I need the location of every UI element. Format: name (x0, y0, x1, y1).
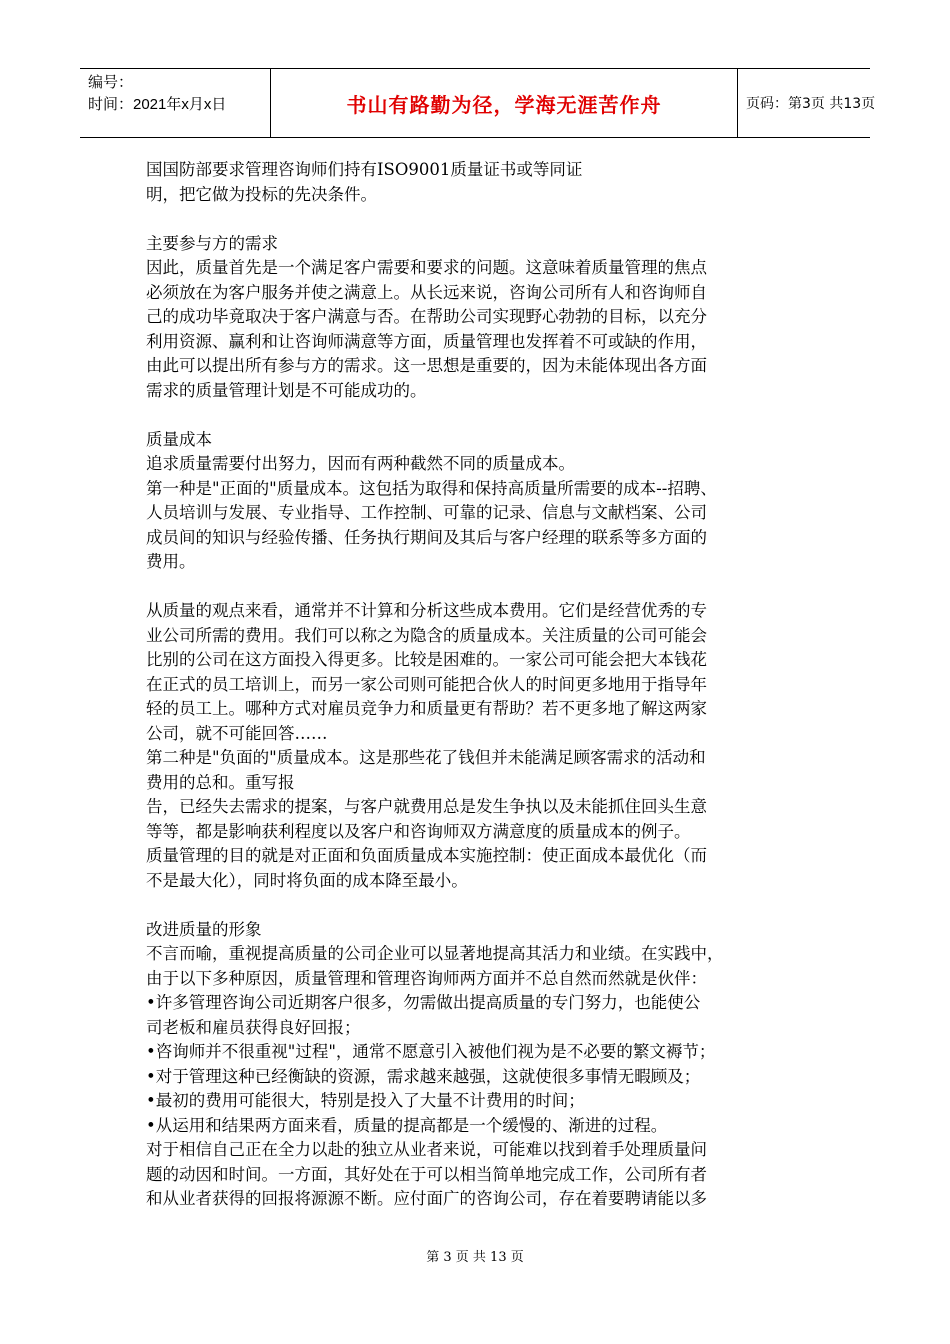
text-line: 由此可以提出所有参与方的需求。这一思想是重要的，因为未能体现出各方面 (146, 356, 707, 375)
blank-line (146, 575, 816, 600)
text-line: 等等，都是影响获利程度以及客户和咨询师双方满意度的质量成本的例子。 (146, 821, 691, 841)
text-line: 质量管理的目的就是对正面和负面质量成本实施控制：使正面成本最优化（而 (146, 846, 707, 865)
text-line: 告，已经失去需求的提案，与客户就费用总是发生争执以及未能抓住回头生意 (146, 797, 707, 816)
document-body (146, 158, 816, 1212)
text-line: 不是最大化），同时将负面的成本降至最小。 (146, 870, 468, 890)
text-line: 明，把它做为投标的先决条件。 (146, 184, 377, 204)
text-line: •咨询师并不很重视"过程"，通常不愿意引入被他们视为是不必要的繁文褥节； (146, 1042, 716, 1061)
text-line: 国国防部要求管理咨询师们持有ISO9001质量证书或等同证 (146, 160, 583, 179)
text-line: 质量成本 (146, 429, 212, 449)
blank-line (146, 893, 816, 918)
blank-line (146, 207, 816, 232)
text-line: 己的成功毕竟取决于客户满意与否。在帮助公司实现野心勃勃的目标，以充分 (146, 307, 707, 326)
text-line: 题的动因和时间。一方面，其好处在于可以相当简单地完成工作，公司所有者 (146, 1164, 707, 1184)
text-line: •最初的费用可能很大，特别是投入了大量不计费用的时间； (146, 1091, 585, 1110)
blank-line (146, 403, 816, 428)
header-motto-cell (270, 69, 738, 137)
motto-text: 书山有路勤为径，学海无涯苦作舟 (346, 92, 662, 117)
text-line: 对于相信自己正在全力以赴的独立从业者来说，可能难以找到着手处理质量问 (146, 1140, 707, 1159)
text-line: 司老板和雇员获得良好回报； (146, 1017, 361, 1037)
text-line: 比别的公司在这方面投入得更多。比较是困难的。一家公司可能会把大本钱花 (146, 650, 707, 669)
text-line: 费用。 (146, 552, 196, 571)
text-line: 因此，质量首先是一个满足客户需要和要求的问题。这意味着质量管理的焦点 (146, 258, 707, 277)
text-line: •对于管理这种已经衡缺的资源，需求越来越强，这就使很多事情无暇顾及； (146, 1066, 701, 1086)
text-line: 追求质量需要付出努力，因而有两种截然不同的质量成本。 (146, 454, 575, 473)
text-line: 成员间的知识与经验传播、任务执行期间及其后与客户经理的联系等多方面的 (146, 527, 707, 547)
text-line: 从质量的观点来看，通常并不计算和分析这些成本费用。它们是经营优秀的专 (146, 601, 707, 620)
text-line: 主要参与方的需求 (146, 233, 278, 253)
text-line: 和从业者获得的回报将源源不断。应付面广的咨询公司，存在着要聘请能以多 (146, 1189, 707, 1208)
text-line: 由于以下多种原因，质量管理和管理咨询师两方面并不总自然而然就是伙伴： (146, 968, 707, 988)
text-line: 利用资源、赢利和让咨询师满意等方面，质量管理也发挥着不可或缺的作用， (146, 331, 707, 351)
text-line: 人员培训与发展、专业指导、工作控制、可靠的记录、信息与文献档案、公司 (146, 503, 707, 522)
text-line: 第二种是"负面的"质量成本。这是那些花了钱但并未能满足顾客需求的活动和 (146, 748, 706, 767)
page-number-label: 页码：第3页 共13页 (746, 96, 876, 112)
text-line: 在正式的员工培训上，而另一家公司则可能把合伙人的时间更多地用于指导年 (146, 674, 707, 694)
text-line: •许多管理咨询公司近期客户很多，勿需做出提高质量的专门努力，也能使公 (146, 993, 701, 1012)
page-header (80, 68, 876, 138)
header-page-cell (738, 69, 876, 137)
text-line: 公司，就不可能回答…… (146, 723, 328, 743)
text-line: 必须放在为客户服务并使之满意上。从长远来说，咨询公司所有人和咨询师自 (146, 282, 707, 302)
text-line: 轻的员工上。哪种方式对雇员竞争力和质量更有帮助？若不更多地了解这两家 (146, 699, 707, 718)
text-line: 第一种是"正面的"质量成本。这包括为取得和保持高质量所需要的成本--招聘、 (146, 478, 717, 498)
text-line: •从运用和结果两方面来看，质量的提高都是一个缓慢的、渐进的过程。 (146, 1115, 668, 1135)
text-line: 不言而喻，重视提高质量的公司企业可以显著地提高其活力和业绩。在实践中， (146, 944, 724, 963)
text-line: 业公司所需的费用。我们可以称之为隐含的质量成本。关注质量的公司可能会 (146, 625, 707, 645)
code-label: 编号： (88, 74, 134, 91)
header-meta (80, 69, 270, 137)
text-line: 需求的质量管理计划是不可能成功的。 (146, 380, 427, 400)
text-line: 费用的总和。重写报 (146, 772, 295, 792)
page-footer: 第 3 页 共 13 页 (426, 1250, 524, 1265)
time-label: 时间：2021年x月x日 (88, 96, 227, 113)
text-line: 改进质量的形象 (146, 919, 262, 939)
